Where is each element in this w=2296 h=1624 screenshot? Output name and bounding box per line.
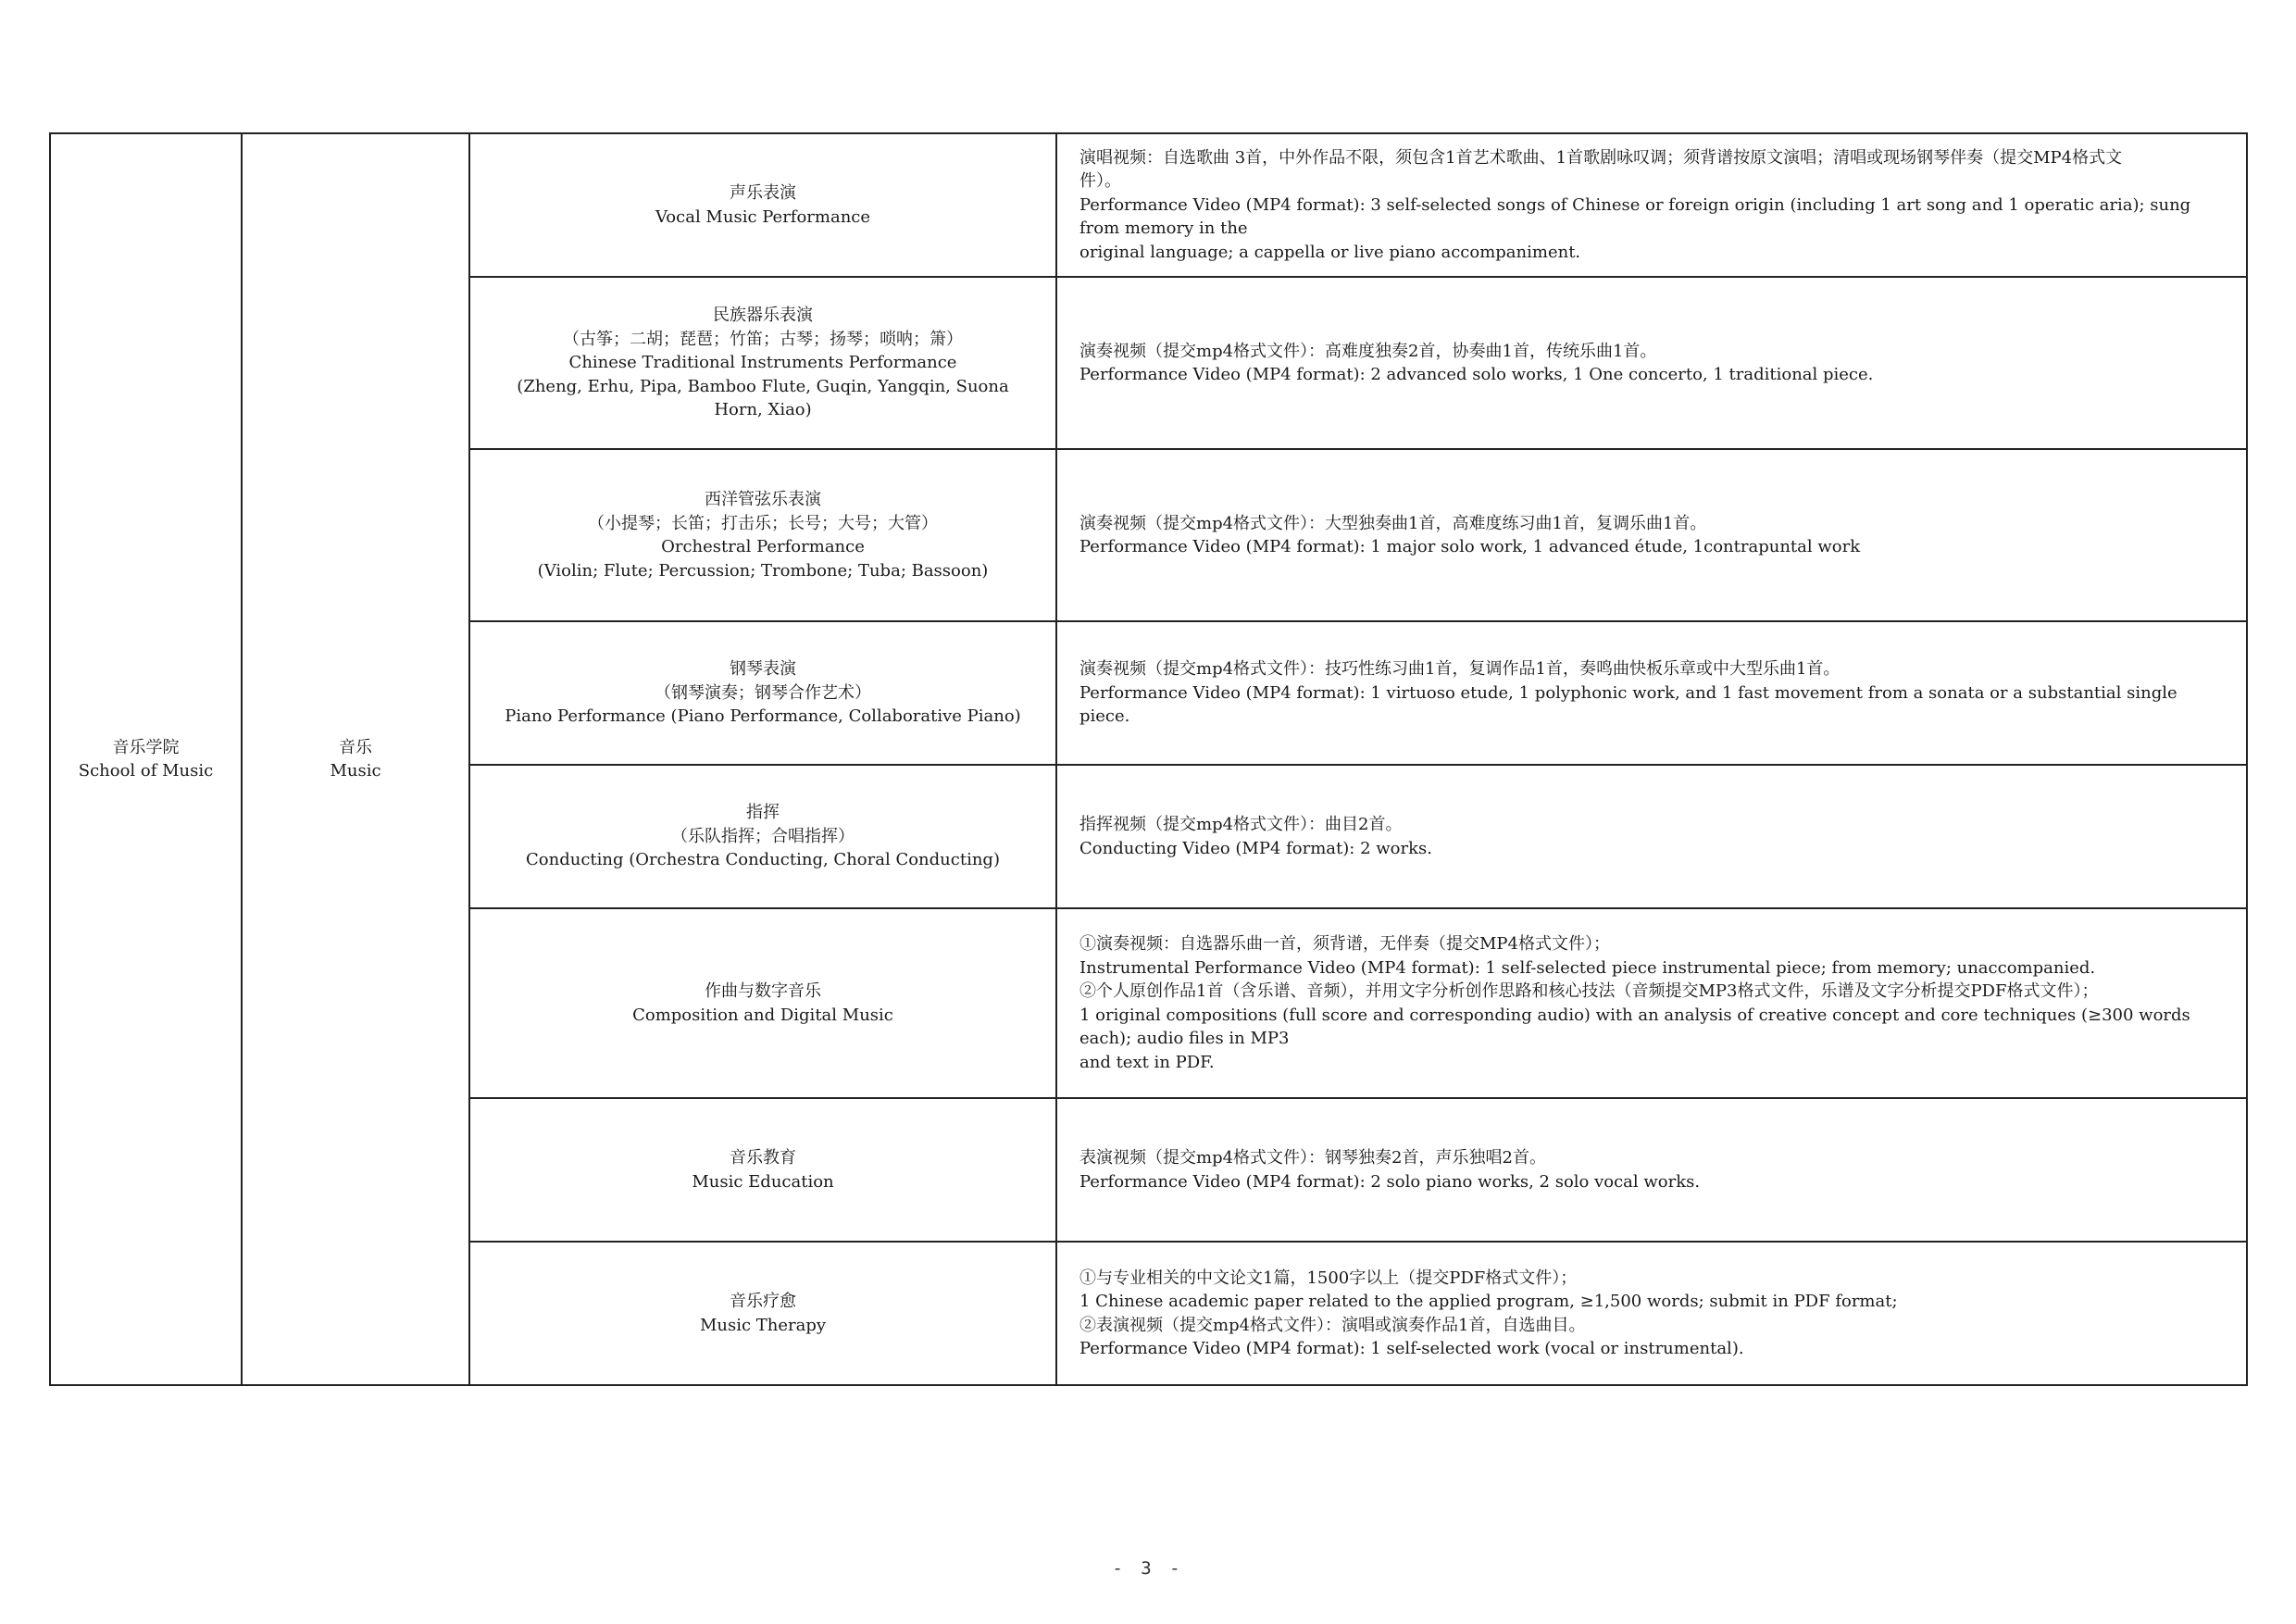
requirement-line: Performance Video (MP4 format): 2 advanced solo works, 1 One concerto, 1 traditional piece. (1079, 365, 1874, 384)
requirement-line: 1 Chinese academic paper related to the applied program, ≥1,500 words; submit in PDF format; (1079, 1292, 1898, 1311)
requirement-line: ①与专业相关的中文论文1篇，1500字以上（提交PDF格式文件）； (1079, 1268, 1578, 1288)
program-name-line: Vocal Music Performance (655, 206, 871, 227)
requirement-line: Performance Video (MP4 format): 1 self-selected work (vocal or instrumental). (1079, 1339, 1744, 1358)
table-row (50, 133, 2247, 277)
program-name-line: 作曲与数字音乐 (705, 981, 821, 1001)
requirement-line: ②表演视频（提交mp4格式文件）：演唱或演奏作品1首，自选曲目。 (1079, 1315, 1586, 1335)
requirement-line: 表演视频（提交mp4格式文件）：钢琴独奏2首，声乐独唱2首。 (1079, 1148, 1546, 1168)
requirement-line: original language; a cappella or live piano accompaniment. (1079, 242, 1581, 262)
requirement-line: Instrumental Performance Video (MP4 format): 1 self-selected piece instrumental piece; from memory; unaccompanied. (1079, 957, 2096, 978)
program-name-line: Orchestral Performance (661, 537, 865, 556)
requirement-line: Conducting Video (MP4 format): 2 works. (1079, 838, 1432, 858)
program-name-line: Piano Performance (Piano Performance, Collaborative Piano) (505, 706, 1021, 727)
requirement-line: 指挥视频（提交mp4格式文件）：曲目2首。 (1079, 815, 1403, 834)
school-name-zh: 音乐学院 (112, 737, 180, 757)
program-name-line: 音乐教育 (730, 1148, 796, 1168)
program-name-cell (469, 621, 1056, 765)
program-name-cell (469, 133, 1056, 277)
program-name-line: 西洋管弦乐表演 (705, 490, 821, 509)
program-name-cell (469, 277, 1056, 449)
program-name-line: 指挥 (746, 803, 780, 823)
requirement-line: 1 original compositions (full score and corresponding audio) with an analysis of creative concept and core techniques (≥300 words each); audio files in MP3 (1079, 1005, 2190, 1048)
requirement-line: 演奏视频（提交mp4格式文件）：大型独奏曲1首，高难度练习曲1首，复调乐曲1首。 (1079, 513, 1707, 533)
requirement-line: Performance Video (MP4 format): 3 self-selected songs of Chinese or foreign origin (including 1 art song and 1 operatic aria); sung from memory in the (1079, 194, 2191, 239)
program-name-line: （钢琴演奏；钢琴合作艺术） (655, 682, 871, 703)
requirement-line: 演唱视频：自选歌曲 3首，中外作品不限，须包含1首艺术歌曲、1首歌剧咏叹调；须背谱按原文演唱；清唱或现场钢琴伴奏（提交MP4格式文 (1079, 147, 2123, 168)
requirement-cell (1056, 765, 2247, 908)
requirement-line: ②个人原创作品1首（含乐谱、音频），并用文字分析创作思路和核心技法（音频提交MP3格式文件，乐谱及文字分析提交PDF格式文件）； (1079, 981, 2099, 1001)
program-name-line: Music Education (692, 1171, 834, 1192)
program-name-cell (469, 449, 1056, 621)
program-name-line: Music Therapy (699, 1315, 827, 1335)
program-name-line: 钢琴表演 (730, 659, 796, 680)
requirement-line: Performance Video (MP4 format): 1 major solo work, 1 advanced étude, 1contrapuntal work (1079, 537, 1861, 556)
program-name-line: 民族器乐表演 (713, 306, 813, 326)
requirement-line: ①演奏视频：自选器乐曲一首，须背谱，无伴奏（提交MP4格式文件）； (1079, 934, 1610, 954)
page-number: - 3 - (1112, 1558, 1184, 1579)
requirement-cell (1056, 621, 2247, 765)
requirement-cell (1056, 1098, 2247, 1242)
program-name-cell (469, 908, 1056, 1098)
program-name-line: （古筝；二胡；琵琶；竹笛；古琴；扬琴；唢呐；箫） (563, 329, 963, 349)
requirement-cell (1056, 133, 2247, 277)
program-name-line: (Violin; Flute; Percussion; Trombone; Tuba; Bassoon) (537, 560, 989, 581)
requirements-table (49, 132, 2248, 1386)
requirement-cell (1056, 449, 2247, 621)
requirement-line: 演奏视频（提交mp4格式文件）：技巧性练习曲1首，复调作品1首，奏鸣曲快板乐章或中大型乐曲1首。 (1079, 659, 1841, 680)
requirement-cell (1056, 1242, 2247, 1385)
major-name-zh: 音乐 (339, 737, 372, 757)
program-name-cell (469, 765, 1056, 908)
program-name-line: （乐队指挥；合唱指挥） (671, 826, 855, 846)
school-name-en: School of Music (78, 761, 214, 781)
requirement-line: 件）。 (1079, 171, 1121, 192)
school-cell (50, 133, 242, 1385)
program-name-cell (469, 1242, 1056, 1385)
requirement-line: and text in PDF. (1079, 1052, 1215, 1072)
program-name-line: (Zheng, Erhu, Pipa, Bamboo Flute, Guqin, Yangqin, Suona Horn, Xiao) (517, 376, 1009, 420)
requirement-line: 演奏视频（提交mp4格式文件）：高难度独奏2首，协奏曲1首，传统乐曲1首。 (1079, 341, 1657, 361)
major-name-en: Music (330, 761, 381, 781)
program-name-line: Composition and Digital Music (632, 1005, 893, 1025)
requirement-cell (1056, 908, 2247, 1098)
program-name-line: Conducting (Orchestra Conducting, Choral Conducting) (526, 850, 1000, 870)
program-name-line: （小提琴；长笛；打击乐；长号；大号；大管） (588, 513, 938, 533)
requirement-cell (1056, 277, 2247, 449)
major-cell (242, 133, 469, 1385)
program-name-line: 音乐疗愈 (730, 1292, 796, 1311)
program-name-cell (469, 1098, 1056, 1242)
program-name-line: Chinese Traditional Instruments Performance (568, 353, 957, 373)
program-name-line: 声乐表演 (730, 183, 796, 203)
requirement-line: Performance Video (MP4 format): 1 virtuoso etude, 1 polyphonic work, and 1 fast movement from a sonata or a substantial single piece. (1079, 682, 2177, 727)
requirement-line: Performance Video (MP4 format): 2 solo piano works, 2 solo vocal works. (1079, 1171, 1701, 1192)
